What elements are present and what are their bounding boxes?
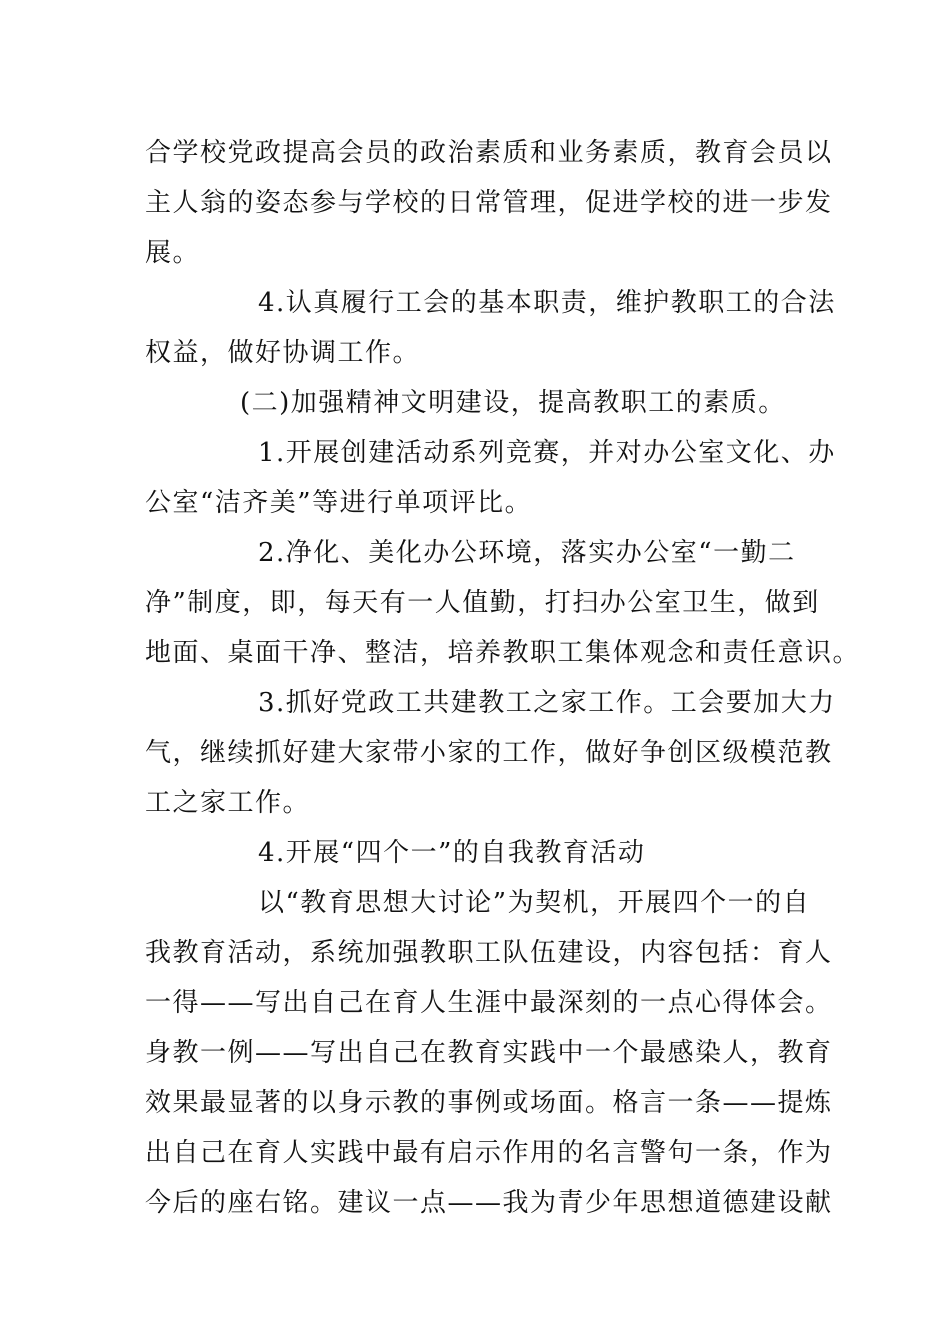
text-line: 今后的座右铭。建议一点——我为青少年思想道德建设献 (145, 1188, 833, 1218)
text-line: 身教一例——写出自己在教育实践中一个最感染人，教育 (145, 1038, 833, 1068)
text-line: 公室“洁齐美”等进行单项评比。 (145, 488, 533, 518)
text-line: 1.开展创建活动系列竞赛，并对办公室文化、办 (258, 438, 836, 468)
text-line: 以“教育思想大讨论”为契机，开展四个一的自 (258, 888, 811, 918)
text-line: 2.净化、美化办公环境，落实办公室“一勤二 (258, 538, 796, 568)
text-line: 我教育活动，系统加强教职工队伍建设，内容包括：育人 (145, 938, 833, 968)
section-heading: (二)加强精神文明建设，提高教职工的素质。 (240, 388, 786, 418)
text-line: 净”制度，即，每天有一人值勤，打扫办公室卫生，做到 (145, 588, 820, 618)
text-line: 合学校党政提高会员的政治素质和业务素质，教育会员以 (145, 138, 833, 168)
text-line: 展。 (145, 238, 201, 268)
text-line: 地面、桌面干净、整洁，培养教职工集体观念和责任意识。 (145, 638, 861, 668)
text-line: 权益，做好协调工作。 (145, 338, 421, 368)
text-line: 出自己在育人实践中最有启示作用的名言警句一条，作为 (145, 1138, 833, 1168)
text-line: 3.抓好党政工共建教工之家工作。工会要加大力 (258, 688, 836, 718)
text-line: 4.认真履行工会的基本职责，维护教职工的合法 (258, 288, 836, 318)
text-line: 效果最显著的以身示教的事例或场面。格言一条——提炼 (145, 1088, 833, 1118)
text-line: 4.开展“四个一”的自我教育活动 (258, 838, 646, 868)
text-line: 气，继续抓好建大家带小家的工作，做好争创区级模范教 (145, 738, 833, 768)
text-line: 一得——写出自己在育人生涯中最深刻的一点心得体会。 (145, 988, 833, 1018)
text-line: 工之家工作。 (145, 788, 311, 818)
text-line: 主人翁的姿态参与学校的日常管理，促进学校的进一步发 (145, 188, 833, 218)
